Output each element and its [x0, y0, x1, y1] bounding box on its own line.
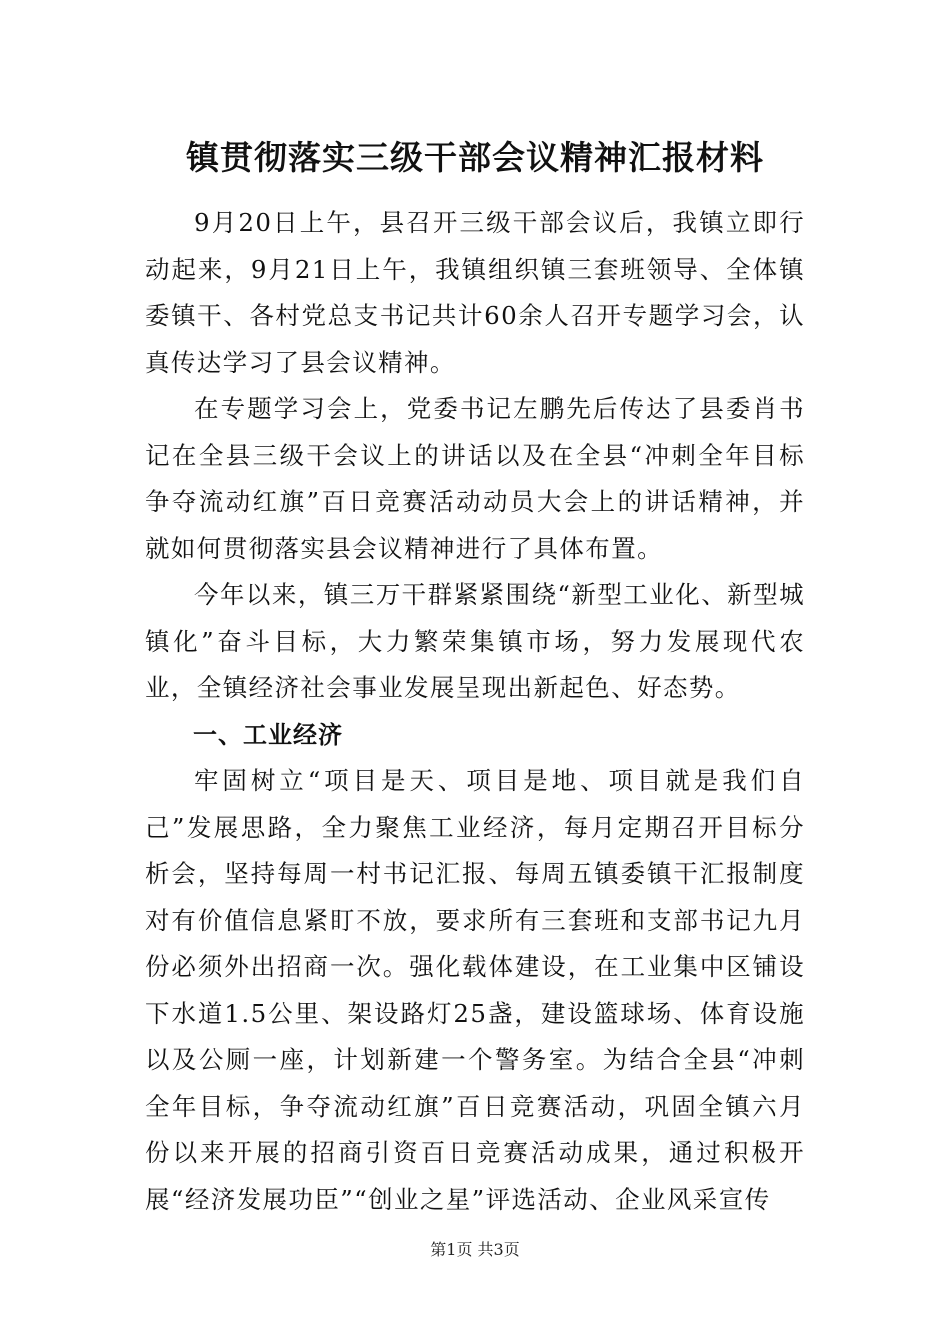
- paragraph-industry: 牢固树立“项目是天、项目是地、项目就是我们自己”发展思路，全力聚焦工业经济，每月定期召开目标分析会，坚持每周一村书记汇报、每周五镇委镇干汇报制度对有价值信息紧盯不放，要求所有三套班和支部书记九月份必须外出招商一次。强化载体建设，在工业集中区铺设下水道1.5公里、架设路灯25盏，建设篮球场、体育设施以及公厕一座，计划新建一个警务室。为结合全县“冲刺全年目标，争夺流动红旗”百日竞赛活动，巩固全镇六月份以来开展的招商引资百日竞赛活动成果，通过积极开展“经济发展功臣”“创业之星”评选活动、企业风采宣传: [145, 766, 805, 1214]
- paragraph-overview: 今年以来，镇三万干群紧紧围绕“新型工业化、新型城镇化”奋斗目标，大力繁荣集镇市场，努力发展现代农业，全镇经济社会事业发展呈现出新起色、好态势。: [145, 580, 805, 702]
- page-footer: 第1页 共3页: [430, 1240, 520, 1259]
- paragraph-meeting: 在专题学习会上，党委书记左鹏先后传达了县委肖书记在全县三级干会议上的讲话以及在全县“冲刺全年目标争夺流动红旗”百日竞赛活动动员大会上的讲话精神，并就如何贯彻落实县会议精神进行了具体布置。: [145, 394, 805, 563]
- paragraph-intro: 9月20日上午，县召开三级干部会议后，我镇立即行动起来，9月21日上午，我镇组织镇三套班领导、全体镇委镇干、各村党总支书记共计60余人召开专题学习会，认真传达学习了县会议精神。: [145, 208, 805, 377]
- section-heading-industry: 一、工业经济: [193, 720, 343, 749]
- document-title: 镇贯彻落实三级干部会议精神汇报材料: [186, 138, 764, 177]
- document-body: [145, 200, 805, 1223]
